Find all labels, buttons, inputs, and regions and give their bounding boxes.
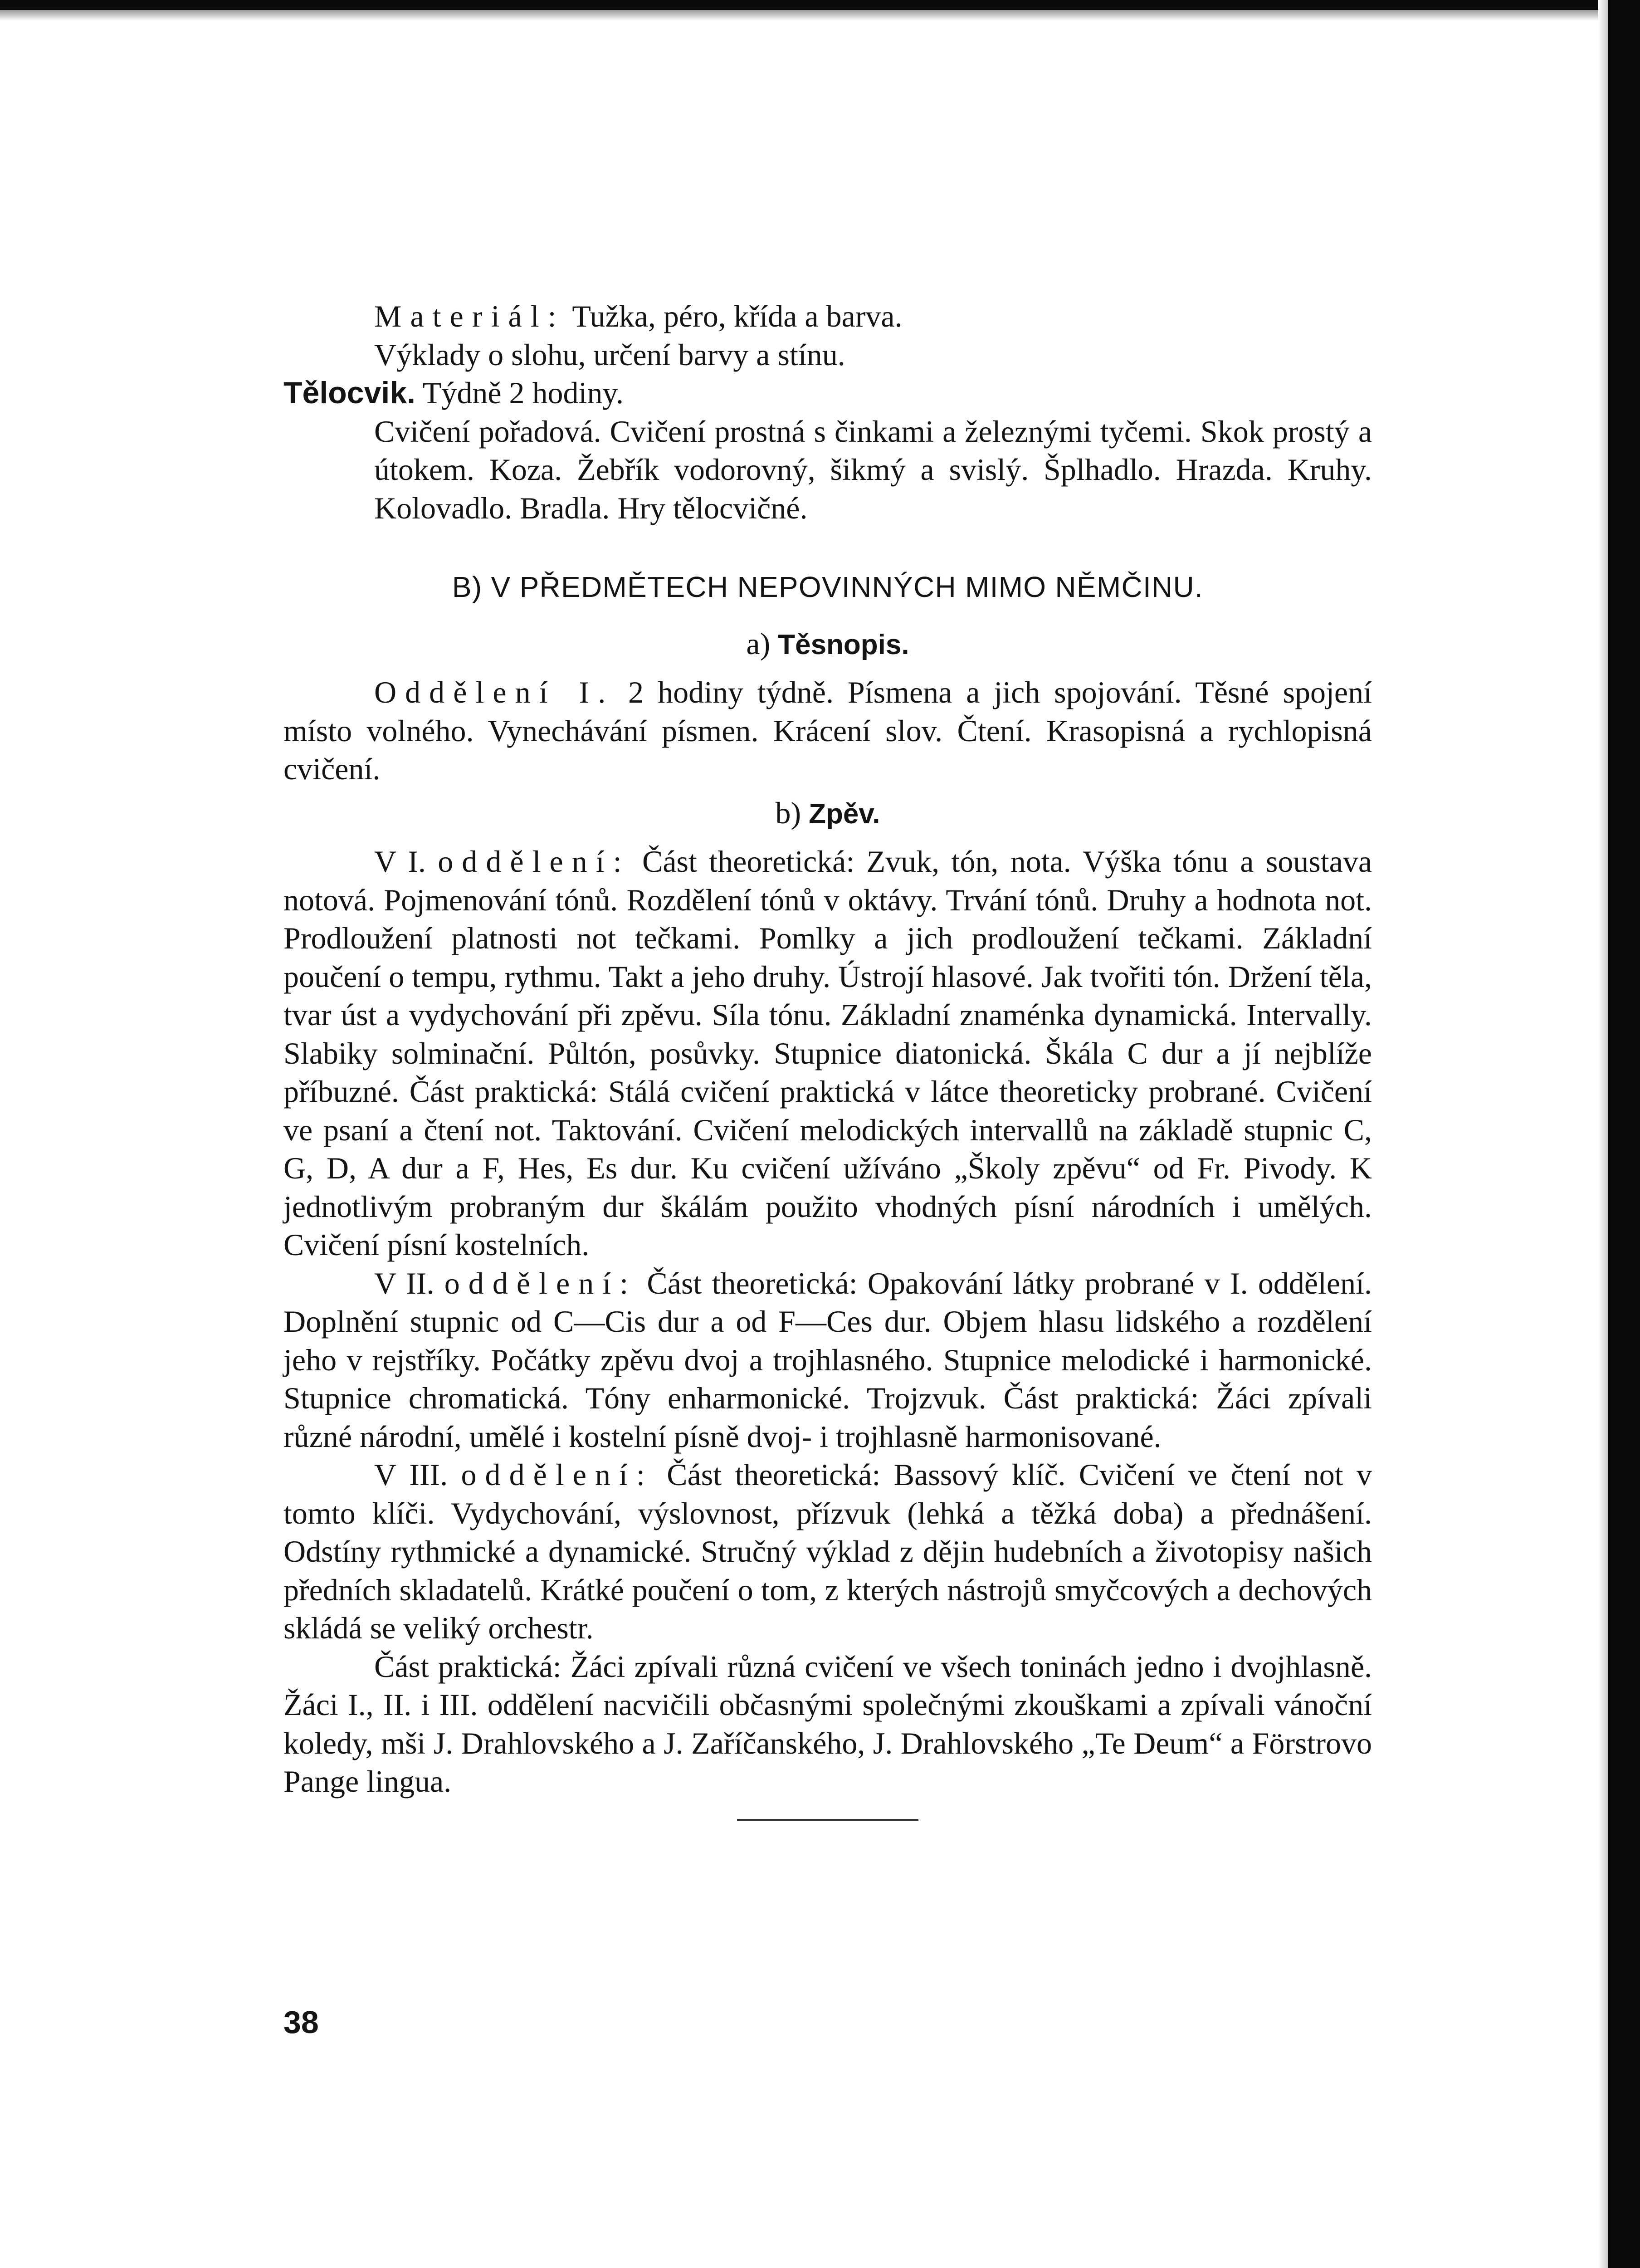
zpev-dept1-paragraph bbox=[283, 842, 1372, 1264]
telocvik-label: Tělocvik. bbox=[283, 376, 416, 410]
page-edge-right bbox=[1608, 0, 1640, 2268]
telocvik-hours: Týdně 2 hodiny. bbox=[415, 376, 624, 410]
zpev-dept3-label: oddělení: bbox=[461, 1457, 654, 1492]
zpev-dept2-paragraph bbox=[283, 1264, 1372, 1456]
material-line bbox=[283, 297, 1372, 336]
tesnopis-letter: a) bbox=[746, 626, 771, 661]
section-b-heading: B) V PŘEDMĚTECH NEPOVINNÝCH MIMO NĚMČINU. bbox=[452, 571, 1204, 603]
tesnopis-title: Těsnopis. bbox=[778, 629, 909, 660]
page-edge-top-shadow bbox=[0, 10, 1608, 21]
zpev-dept2-prefix: V II. bbox=[374, 1266, 434, 1300]
material-text: Tužka, péro, křída a barva. bbox=[565, 299, 903, 333]
zpev-dept1-prefix: V I. bbox=[374, 844, 426, 879]
zpev-dept2-text: Část theoretická: Opakování látky probrané v I. oddělení. Doplnění stupnic od C—Cis dur a od F—Ces dur. Objem hlasu lidského a rozdělení jeho v rejstříky. Počátky zpěvu dvoj a trojhlasného. Stupnice melodické i harmonické. Stupnice chromatická. Tóny enharmonické. Trojzvuk. Část praktická: Žáci zpívali různé národní, umělé i kostelní písně dvoj- i trojhlasně harmonisované. bbox=[283, 1266, 1372, 1454]
vyklady-line: Výklady o slohu, určení barvy a stínu. bbox=[374, 337, 845, 372]
telocvik-paragraph: Cvičení pořadová. Cvičení prostná s činkami a železnými tyčemi. Skok prostý a útokem. Koza. Žebřík vodorovný, šikmý a svislý. Šplhadlo. Hrazda. Kruhy. Kolovadlo. Bradla. Hry tělocvičné. bbox=[374, 414, 1372, 525]
page-number: 38 bbox=[283, 2004, 319, 2040]
zpev-heading bbox=[283, 794, 1372, 834]
tesnopis-text: 2 hodiny týdně. Písmena a jich spojování. Těsné spojení místo volného. Vynechávání písmen. Krácení slov. Čtení. Krasopisná a rychlopisná cvičení. bbox=[283, 675, 1372, 786]
closing-rule bbox=[737, 1819, 918, 1821]
zpev-title: Zpěv. bbox=[809, 798, 880, 830]
page-edge-right-shadow bbox=[1598, 0, 1608, 2268]
telocvik-line bbox=[283, 374, 1372, 412]
tesnopis-paragraph bbox=[283, 673, 1372, 788]
zpev-dept3-paragraph bbox=[283, 1456, 1372, 1647]
zpev-dept3-text: Část theoretická: Bassový klíč. Cvičení ve čtení not v tomto klíči. Vydychování, výslovnost, přízvuk (lehká a těžká doba) a přednášení. Odstíny rythmické a dynamické. Stručný výklad z dějin hudebních a životopisy našich předních skladatelů. Krátké poučení o tom, z kterých nástrojů smyčcových a dechových skládá se veliký orchestr. bbox=[283, 1457, 1372, 1645]
zpev-practical-paragraph: Část praktická: Žáci zpívali různá cvičení ve všech toninách jedno i dvojhlasně. Žáci I., II. i III. oddělení nacvičili občasnými společnými zkouškami a zpívali vánoční koledy, mši J. Drahlovského a J. Zaříčanského, J. Drahlovského „Te Deum“ a Förstrovo Pange lingua. bbox=[283, 1649, 1372, 1799]
tesnopis-heading bbox=[283, 625, 1372, 665]
tesnopis-dept-label: Oddělení I. bbox=[374, 675, 615, 709]
zpev-dept1-text: Část theoretická: Zvuk, tón, nota. Výška tónu a soustava notová. Pojmenování tónů. Rozdělení tónů v oktávy. Trvání tónů. Druhy a hodnota not. Prodloužení platnosti not tečkami. Pomlky a jich prodloužení tečkami. Základní poučení o tempu, rythmu. Takt a jeho druhy. Ústrojí hlasové. Jak tvořiti tón. Držení těla, tvar úst a vydychování při zpěvu. Síla tónu. Základní znaménka dynamická. Intervally. Slabiky solminační. Půltón, posůvky. Stupnice diatonická. Škála C dur a jí nejblíže příbuzné. Část praktická: Stálá cvičení praktická v látce theoreticky probrané. Cvičení ve psaní a čtení not. Taktování. Cvičení melodických intervallů na základě stupnic C, G, D, A dur a F, Hes, Es dur. Ku cvičení užíváno „Školy zpěvu“ od Fr. Pivody. K jednotlivým probraným dur škálám použito vhodných písní národních i umělých. Cvičení písní kostelních. bbox=[283, 844, 1372, 1262]
zpev-dept3-prefix: V III. bbox=[374, 1457, 448, 1492]
document-body bbox=[283, 297, 1372, 1821]
material-label: Materiál: bbox=[374, 299, 565, 333]
zpev-dept2-label: oddělení: bbox=[444, 1266, 637, 1300]
zpev-dept1-label: oddělení: bbox=[438, 844, 630, 879]
page-edge-top bbox=[0, 0, 1640, 10]
zpev-letter: b) bbox=[775, 795, 801, 830]
